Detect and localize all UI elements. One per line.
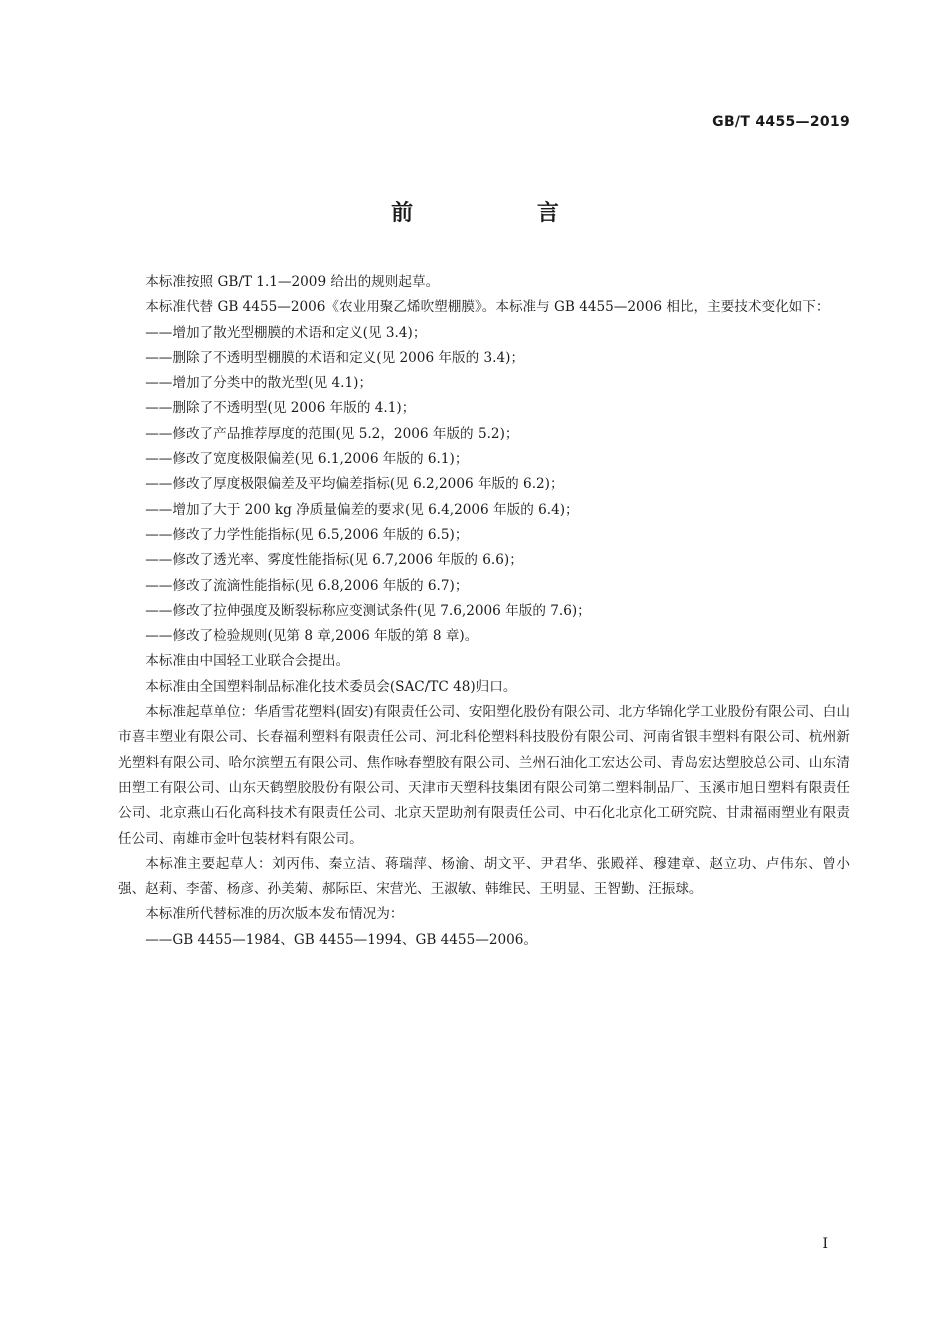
change-item: ——增加了大于 200 kg 净质量偏差的要求(见 6.4,2006 年版的 6.4)；	[145, 501, 579, 518]
paragraph-history-list: ——GB 4455—1984、GB 4455—1994、GB 4455—2006。	[145, 931, 538, 948]
change-item: ——删除了不透明型棚膜的术语和定义(见 2006 年版的 3.4)；	[145, 349, 525, 366]
standard-code: GB/T 4455—2019	[712, 114, 850, 130]
change-item: ——修改了拉伸强度及断裂标称应变测试条件(见 7.6,2006 年版的 7.6)；	[145, 602, 591, 619]
change-item: ——修改了透光率、雾度性能指标(见 6.7,2006 年版的 6.6)；	[145, 552, 523, 569]
foreword-body	[118, 270, 850, 953]
paragraph-committee: 本标准由全国塑料制品标准化技术委员会(SAC/TC 48)归口。	[145, 678, 517, 695]
change-item: ——修改了厚度极限偏差及平均偏差指标(见 6.2,2006 年版的 6.2)；	[145, 476, 564, 493]
paragraph-history-intro: 本标准所代替标准的历次版本发布情况为：	[145, 906, 404, 923]
page-title: 前 言	[391, 201, 617, 226]
change-item: ——修改了检验规则(见第 8 章,2006 年版的第 8 章)。	[145, 628, 479, 645]
page-number: I	[822, 1236, 828, 1252]
change-item: ——修改了流滴性能指标(见 6.8,2006 年版的 6.7)；	[145, 577, 469, 594]
paragraph-proposer: 本标准由中国轻工业联合会提出。	[145, 653, 350, 670]
change-item: ——修改了力学性能指标(见 6.5,2006 年版的 6.5)；	[145, 526, 469, 543]
paragraph-replacement: 本标准代替 GB 4455—2006《农业用聚乙烯吹塑棚膜》。本标准与 GB 4455—2006 相比，主要技术变化如下：	[145, 299, 830, 316]
paragraph-drafting-rules: 本标准按照 GB/T 1.1—2009 给出的规则起草。	[145, 274, 440, 290]
paragraph-drafting-units: 本标准起草单位：华盾雪花塑料(固安)有限责任公司、安阳塑化股份有限公司、北方华锦化学工业股份有限公司、白山市喜丰塑业有限公司、长春福利塑料有限责任公司、河北科伦塑料科技股份有限公司、河南省银丰塑料有限公司、杭州新光塑料有限公司、哈尔滨塑五有限公司、焦作咏春塑胶有限公司、兰州石油化工宏达公司、青岛宏达塑胶总公司、山东清田塑工有限公司、山东天鹤塑胶股份有限公司、天津市天塑科技集团有限公司第二塑料制品厂、玉溪市旭日塑料有限责任公司、北京燕山石化高科技术有限责任公司、北京天罡助剂有限责任公司、中石化北京化工研究院、甘肃福雨塑业有限责任公司、南雄市金叶包装材料有限公司。	[118, 704, 850, 847]
change-item: ——修改了产品推荐厚度的范围(见 5.2，2006 年版的 5.2)；	[145, 425, 519, 442]
change-item: ——删除了不透明型(见 2006 年版的 4.1)；	[145, 400, 416, 417]
change-item: ——修改了宽度极限偏差(见 6.1,2006 年版的 6.1)；	[145, 451, 469, 468]
change-item: ——增加了散光型棚膜的术语和定义(见 3.4)；	[145, 324, 427, 341]
paragraph-drafters: 本标准主要起草人：刘丙伟、秦立洁、蒋瑞萍、杨渝、胡文平、尹君华、张殿祥、穆建章、赵立功、卢伟东、曾小强、赵莉、李蕾、杨彦、孙美菊、郝际臣、宋营光、王淑敏、韩维民、王明显、王智勤、汪振球。	[118, 855, 850, 898]
change-item: ——增加了分类中的散光型(见 4.1)；	[145, 375, 373, 392]
